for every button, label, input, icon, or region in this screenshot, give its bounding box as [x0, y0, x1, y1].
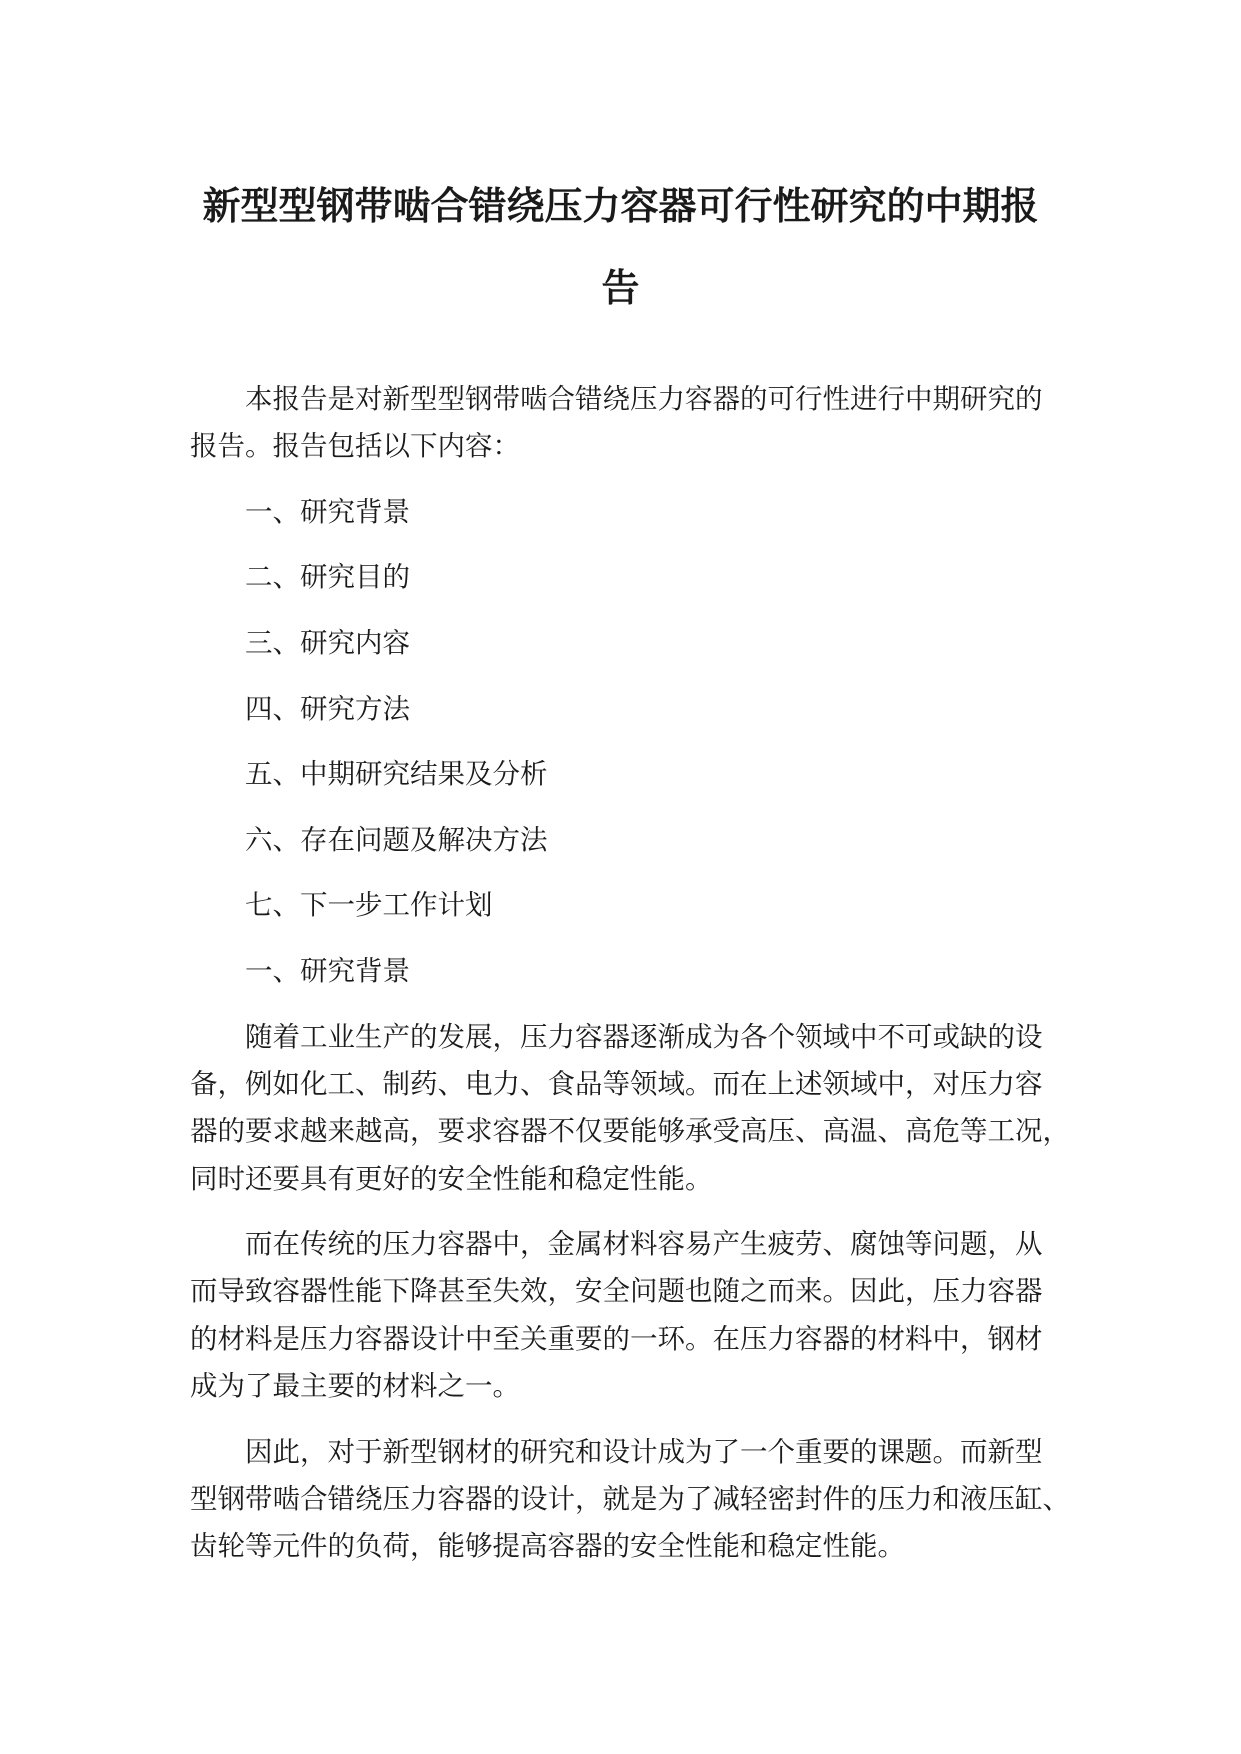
- outline-item-label: 三、研究内容: [245, 627, 410, 660]
- outline-item-results: [190, 751, 1070, 798]
- outline-item-method: [190, 686, 1070, 733]
- outline-item-content: [190, 620, 1070, 667]
- outline-item-label: 一、研究背景: [245, 495, 410, 528]
- outline-item-problems: [190, 817, 1070, 864]
- outline-item-label: 六、存在问题及解决方法: [245, 823, 548, 856]
- outline-item-label: 四、研究方法: [245, 692, 410, 725]
- paragraph-line: 因此，对于新型钢材的研究和设计成为了一个重要的课题。而新型: [245, 1435, 1043, 1468]
- paragraph-line: 型钢带啮合错绕压力容器的设计，就是为了减轻密封件的压力和液压缸、: [190, 1482, 1070, 1515]
- paragraph-line: 齿轮等元件的负荷，能够提高容器的安全性能和稳定性能。: [190, 1530, 905, 1563]
- body-paragraph: [190, 1429, 1070, 1571]
- document-title: 新型型钢带啮合错绕压力容器可行性研究的中期报告: [202, 184, 1039, 310]
- outline-item-background: [190, 489, 1070, 536]
- intro-line: 本报告是对新型型钢带啮合错绕压力容器的可行性进行中期研究的: [245, 383, 1043, 415]
- paragraph-line: 而导致容器性能下降甚至失效，安全问题也随之而来。因此，压力容器: [190, 1275, 1043, 1308]
- section-heading: [190, 948, 1070, 995]
- outline-item-label: 七、下一步工作计划: [245, 889, 493, 922]
- paragraph-line: 的材料是压力容器设计中至关重要的一环。在压力容器的材料中，钢材: [190, 1322, 1043, 1355]
- paragraph-line: 器的要求越来越高，要求容器不仅要能够承受高压、高温、高危等工况，: [190, 1115, 1070, 1148]
- paragraph-line: 备，例如化工、制药、电力、食品等领域。而在上述领域中，对压力容: [190, 1067, 1043, 1100]
- document-body: [190, 376, 1070, 1589]
- paragraph-line: 同时还要具有更好的安全性能和稳定性能。: [190, 1162, 713, 1195]
- outline-item-label: 五、中期研究结果及分析: [245, 758, 548, 791]
- body-paragraph: [190, 1221, 1070, 1410]
- body-paragraph: [190, 1014, 1070, 1203]
- paragraph-line: 成为了最主要的材料之一。: [190, 1370, 520, 1403]
- outline-item-purpose: [190, 554, 1070, 601]
- paragraph-line: 而在传统的压力容器中，金属材料容易产生疲劳、腐蚀等问题，从: [245, 1228, 1043, 1261]
- outline-item-label: 二、研究目的: [245, 561, 410, 594]
- intro-paragraph: [190, 376, 1070, 471]
- intro-line: 报告。报告包括以下内容：: [190, 430, 520, 463]
- section-heading-label: 一、研究背景: [245, 955, 410, 988]
- outline-item-next-plan: [190, 882, 1070, 929]
- paragraph-line: 随着工业生产的发展，压力容器逐渐成为各个领域中不可或缺的设: [245, 1020, 1043, 1053]
